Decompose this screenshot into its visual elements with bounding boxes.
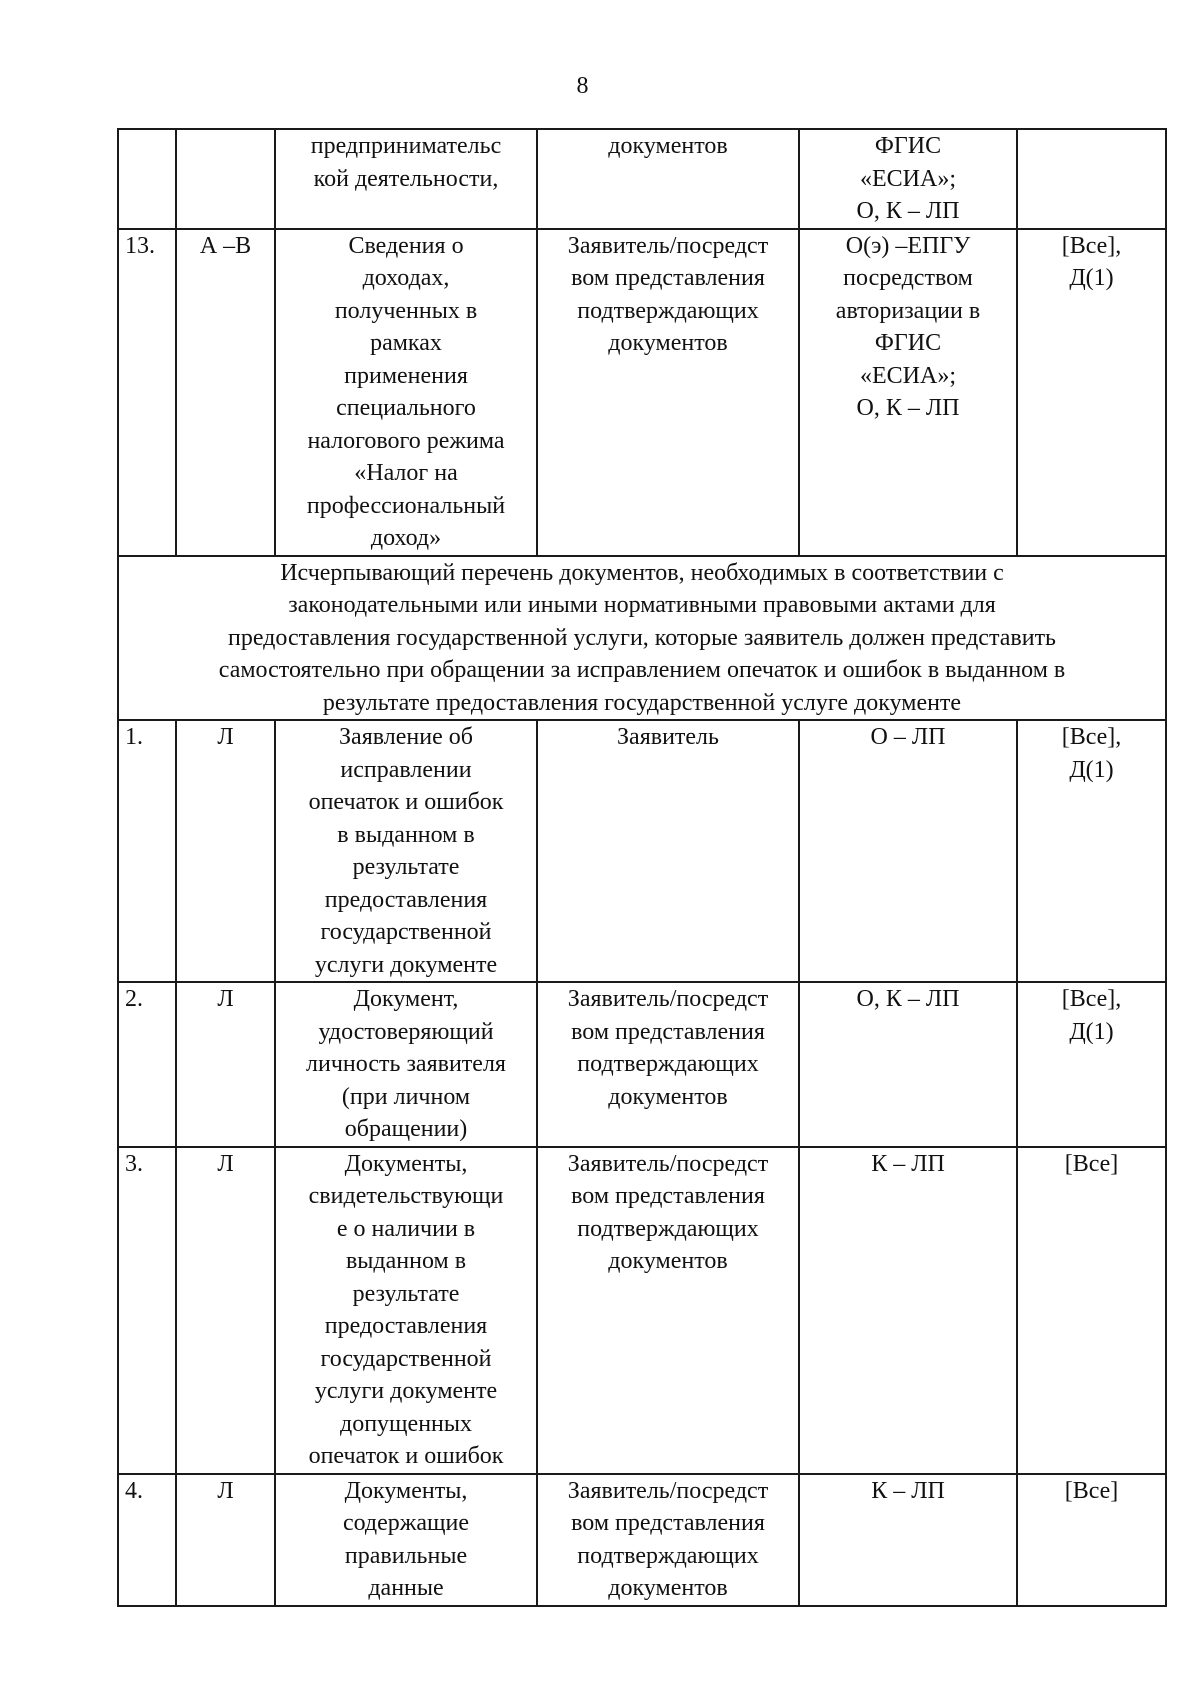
category-cell: Л [176,1147,275,1474]
category-cell: А –В [176,229,275,556]
submitter-cell: Заявитель [537,720,799,982]
document-name-cell: Заявление об исправлении опечаток и ошибок в выданном в результате предоставления государственной услуги документе [275,720,537,982]
category-cell: Л [176,982,275,1147]
submission-method-cell: К – ЛП [799,1474,1017,1606]
submitter-cell: Заявитель/посредст вом представления подтверждающих документов [537,229,799,556]
category-cell [176,129,275,229]
conditions-cell: [Все], Д(1) [1017,720,1166,982]
section-heading-row [118,556,1166,721]
row-number-cell: 3. [118,1147,176,1474]
submission-method-cell: ФГИС «ЕСИА»; О, К – ЛП [799,129,1017,229]
document-name-cell: Документ, удостоверяющий личность заявителя (при личном обращении) [275,982,537,1147]
table-row [118,982,1166,1147]
submitter-cell: Заявитель/посредст вом представления подтверждающих документов [537,1474,799,1606]
document-name-cell: Документы, свидетельствующи е о наличии в выданном в результате предоставления государственной услуги документе допущенных опечаток и ошибок [275,1147,537,1474]
table-row [118,1147,1166,1474]
row-number-cell: 1. [118,720,176,982]
page-number: 8 [576,73,589,99]
table-row [118,720,1166,982]
row-number-cell: 4. [118,1474,176,1606]
category-cell: Л [176,1474,275,1606]
submission-method-cell: О – ЛП [799,720,1017,982]
document-name-cell: Документы, содержащие правильные данные [275,1474,537,1606]
submission-method-cell: О, К – ЛП [799,982,1017,1147]
document-name-cell: Сведения о доходах, полученных в рамках применения специального налогового режима «Налог на профессиональный доход» [275,229,537,556]
conditions-cell [1017,129,1166,229]
table-row-continuation [118,129,1166,229]
row-number-cell: 2. [118,982,176,1147]
submitter-cell: Заявитель/посредст вом представления подтверждающих документов [537,982,799,1147]
conditions-cell: [Все], Д(1) [1017,229,1166,556]
documents-table [117,128,1167,1607]
table-row-13 [118,229,1166,556]
submission-method-cell: К – ЛП [799,1147,1017,1474]
conditions-cell: [Все], Д(1) [1017,982,1166,1147]
submitter-cell: Заявитель/посредст вом представления подтверждающих документов [537,1147,799,1474]
submission-method-cell: О(э) –ЕПГУ посредством авторизации в ФГИС «ЕСИА»; О, К – ЛП [799,229,1017,556]
conditions-cell: [Все] [1017,1147,1166,1474]
table-row [118,1474,1166,1606]
document-name-cell: предпринимательс кой деятельности, [275,129,537,229]
row-number-cell [118,129,176,229]
conditions-cell: [Все] [1017,1474,1166,1606]
submitter-cell: документов [537,129,799,229]
category-cell: Л [176,720,275,982]
row-number-cell: 13. [118,229,176,556]
section-heading: Исчерпывающий перечень документов, необходимых в соответствии с законодательными или иными нормативными правовыми актами для предоставления государственной услуги, которые заявитель должен представить самостоятельно при обращении за исправлением опечаток и ошибок в выданном в результате предоставления государственной услуге документе [118,556,1166,721]
